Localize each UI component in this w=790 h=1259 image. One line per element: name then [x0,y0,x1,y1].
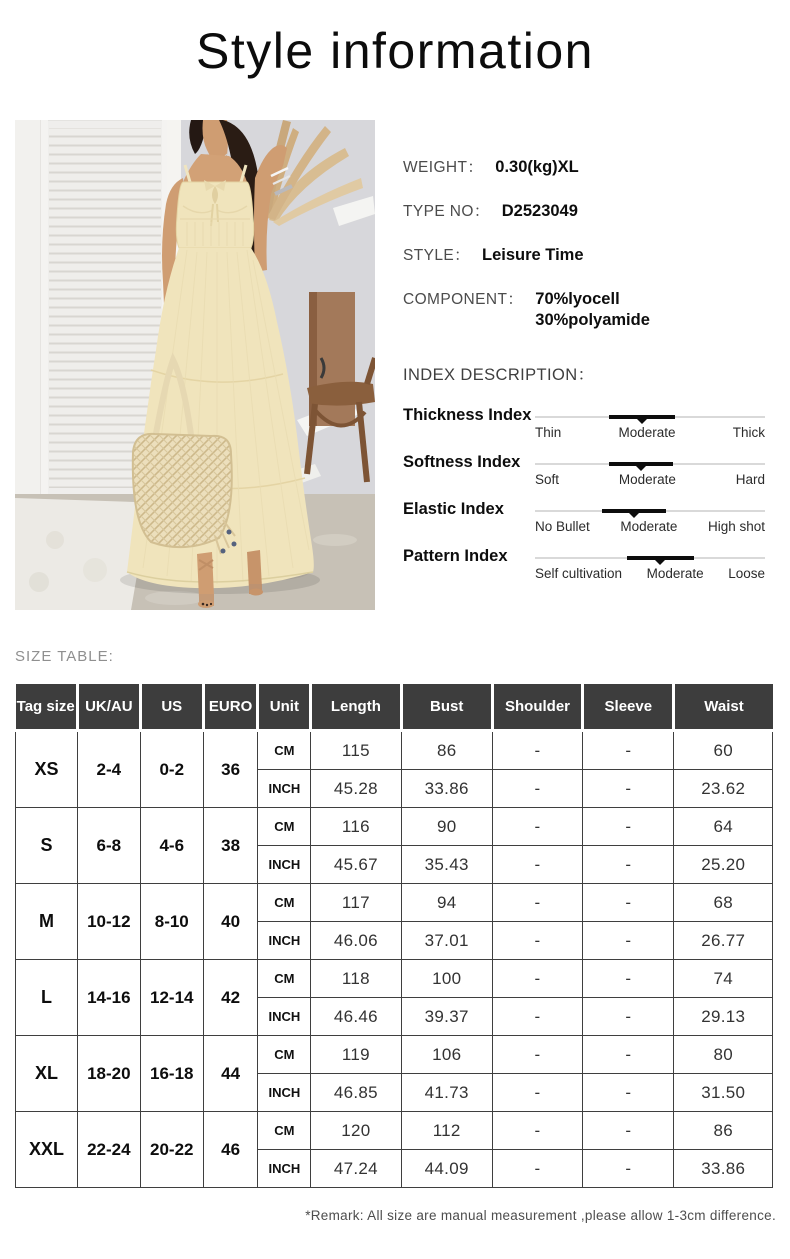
size-table-row [16,808,773,846]
index-row [403,498,765,534]
size-tag-cell: M [16,884,78,960]
remark-note: *Remark: All size are manual measurement ,please allow 1-3cm difference. [305,1208,776,1223]
size-us-cell: 16-18 [140,1036,203,1112]
measure-cell: - [492,846,582,884]
index-level-label: Thin [535,425,562,440]
size-table-header [16,684,773,731]
component-value-line2: 30%polyamide [535,311,650,329]
size-euro-cell: 46 [203,1112,258,1188]
measure-cell: - [492,1036,582,1074]
index-marker-icon [629,513,639,523]
component-label: COMPONENT： [403,291,524,308]
spec-row-style [403,245,765,266]
spec-row-weight [403,157,765,178]
index-level-label: Thick [732,425,765,440]
measure-cell: 33.86 [674,1150,773,1188]
measure-cell: - [492,1112,582,1150]
unit-cell: INCH [258,770,311,808]
measure-cell: 46.46 [311,998,401,1036]
measure-cell: - [492,770,582,808]
spec-row-type-no [403,201,765,222]
index-track [535,416,765,418]
measure-cell: 118 [311,960,401,998]
index-bar [535,498,765,534]
measure-cell: 74 [674,960,773,998]
measure-cell: - [492,922,582,960]
measure-cell: 23.62 [674,770,773,808]
size-ukau-cell: 22-24 [77,1112,140,1188]
size-us-cell: 8-10 [140,884,203,960]
measure-cell: 100 [401,960,492,998]
measure-cell: 47.24 [311,1150,401,1188]
measure-cell: - [583,960,674,998]
measure-cell: 115 [311,731,401,770]
size-table-row [16,731,773,770]
measure-cell: 31.50 [674,1074,773,1112]
measure-cell: 90 [401,808,492,846]
unit-cell: CM [258,731,311,770]
measure-cell: 46.85 [311,1074,401,1112]
type-no-value: D2523049 [501,202,578,220]
index-description-rows [403,404,765,581]
size-ukau-cell: 2-4 [77,731,140,808]
unit-cell: INCH [258,1074,311,1112]
size-table-header-cell: Waist [674,684,773,731]
size-euro-cell: 38 [203,808,258,884]
measure-cell: 45.28 [311,770,401,808]
measure-cell: - [583,731,674,770]
measure-cell: 37.01 [401,922,492,960]
index-level-label: Moderate [646,566,704,581]
size-ukau-cell: 6-8 [77,808,140,884]
measure-cell: - [583,884,674,922]
index-row [403,545,765,581]
size-tag-cell: L [16,960,78,1036]
size-ukau-cell: 10-12 [77,884,140,960]
measure-cell: - [492,960,582,998]
index-marker-icon [637,419,647,429]
size-us-cell: 4-6 [140,808,203,884]
measure-cell: 25.20 [674,846,773,884]
size-ukau-cell: 14-16 [77,960,140,1036]
measure-cell: 46.06 [311,922,401,960]
size-tag-cell: S [16,808,78,884]
measure-cell: 33.86 [401,770,492,808]
size-table-row [16,1036,773,1074]
measure-cell: - [583,1112,674,1150]
size-euro-cell: 36 [203,731,258,808]
index-name: Pattern Index [403,547,508,565]
measure-cell: 80 [674,1036,773,1074]
size-table-header-cell: EURO [203,684,258,731]
unit-cell: CM [258,960,311,998]
measure-cell: 94 [401,884,492,922]
size-table-header-cell: US [140,684,203,731]
index-marker-icon [636,466,646,476]
index-description-title: INDEX DESCRIPTION： [403,366,595,384]
measure-cell: - [492,884,582,922]
index-level-label: Self cultivation [535,566,623,581]
spec-row-component [403,289,765,331]
index-row [403,451,765,487]
index-levels [535,519,765,534]
index-level-label: High shot [707,519,765,534]
size-table-header-cell: Unit [258,684,311,731]
index-bar [535,545,765,581]
size-tag-cell: XL [16,1036,78,1112]
style-label: STYLE： [403,247,471,264]
index-bar [535,451,765,487]
measure-cell: 119 [311,1036,401,1074]
measure-cell: 86 [674,1112,773,1150]
index-level-label: Soft [535,472,560,487]
measure-cell: - [492,731,582,770]
index-row [403,404,765,440]
index-track [535,463,765,465]
size-table-row [16,884,773,922]
size-ukau-cell: 18-20 [77,1036,140,1112]
index-bar [535,404,765,440]
index-level-label: Moderate [618,425,676,440]
measure-cell: - [583,998,674,1036]
measure-cell: 60 [674,731,773,770]
index-levels [535,566,765,581]
measure-cell: 39.37 [401,998,492,1036]
index-name: Elastic Index [403,500,504,518]
unit-cell: CM [258,884,311,922]
size-table [15,684,773,1188]
index-levels [535,472,765,487]
unit-cell: INCH [258,922,311,960]
size-table-caption: SIZE TABLE: [15,648,114,665]
measure-cell: 44.09 [401,1150,492,1188]
index-track [535,557,765,559]
measure-cell: 64 [674,808,773,846]
measure-cell: 120 [311,1112,401,1150]
measure-cell: 116 [311,808,401,846]
measure-cell: - [492,998,582,1036]
style-value: Leisure Time [482,246,584,264]
measure-cell: 86 [401,731,492,770]
measure-cell: 112 [401,1112,492,1150]
index-level-label: Loose [728,566,765,581]
product-photo-illustration [15,120,375,610]
size-table-header-cell: Tag size [16,684,78,731]
page-title: Style information [196,23,594,79]
measure-cell: 68 [674,884,773,922]
unit-cell: CM [258,1036,311,1074]
size-table-header-cell: Bust [401,684,492,731]
measure-cell: - [492,1074,582,1112]
measure-cell: 29.13 [674,998,773,1036]
size-tag-cell: XXL [16,1112,78,1188]
unit-cell: INCH [258,1150,311,1188]
size-table-header-cell: Shoulder [492,684,582,731]
product-info-panel [403,157,765,592]
size-us-cell: 20-22 [140,1112,203,1188]
type-no-label: TYPE NO： [403,203,490,220]
index-levels [535,425,765,440]
size-euro-cell: 42 [203,960,258,1036]
size-table-row [16,1112,773,1150]
size-table-header-cell: Length [311,684,401,731]
size-table-header-cell: Sleeve [583,684,674,731]
measure-cell: - [583,808,674,846]
index-level-label: Moderate [620,519,678,534]
component-value-line1: 70%lyocell [535,290,620,308]
unit-cell: CM [258,808,311,846]
weight-value: 0.30(kg)XL [495,158,579,176]
size-us-cell: 0-2 [140,731,203,808]
measure-cell: - [492,1150,582,1188]
size-euro-cell: 44 [203,1036,258,1112]
product-photo [15,120,375,610]
measure-cell: 26.77 [674,922,773,960]
measure-cell: 35.43 [401,846,492,884]
unit-cell: INCH [258,846,311,884]
size-euro-cell: 40 [203,884,258,960]
component-value [535,289,650,331]
measure-cell: 117 [311,884,401,922]
index-name: Thickness Index [403,406,532,424]
measure-cell: - [583,846,674,884]
index-marker-icon [655,560,665,570]
index-level-label: Moderate [618,472,676,487]
index-name: Softness Index [403,453,521,471]
measure-cell: 41.73 [401,1074,492,1112]
index-level-label: Hard [735,472,765,487]
size-us-cell: 12-14 [140,960,203,1036]
index-track [535,510,765,512]
measure-cell: - [583,1036,674,1074]
size-tag-cell: XS [16,731,78,808]
measure-cell: - [583,770,674,808]
unit-cell: INCH [258,998,311,1036]
unit-cell: CM [258,1112,311,1150]
size-table-header-cell: UK/AU [77,684,140,731]
weight-label: WEIGHT： [403,159,484,176]
measure-cell: 106 [401,1036,492,1074]
size-table-row [16,960,773,998]
measure-cell: - [583,1074,674,1112]
measure-cell: - [492,808,582,846]
measure-cell: - [583,922,674,960]
index-level-label: No Bullet [535,519,590,534]
measure-cell: - [583,1150,674,1188]
measure-cell: 45.67 [311,846,401,884]
